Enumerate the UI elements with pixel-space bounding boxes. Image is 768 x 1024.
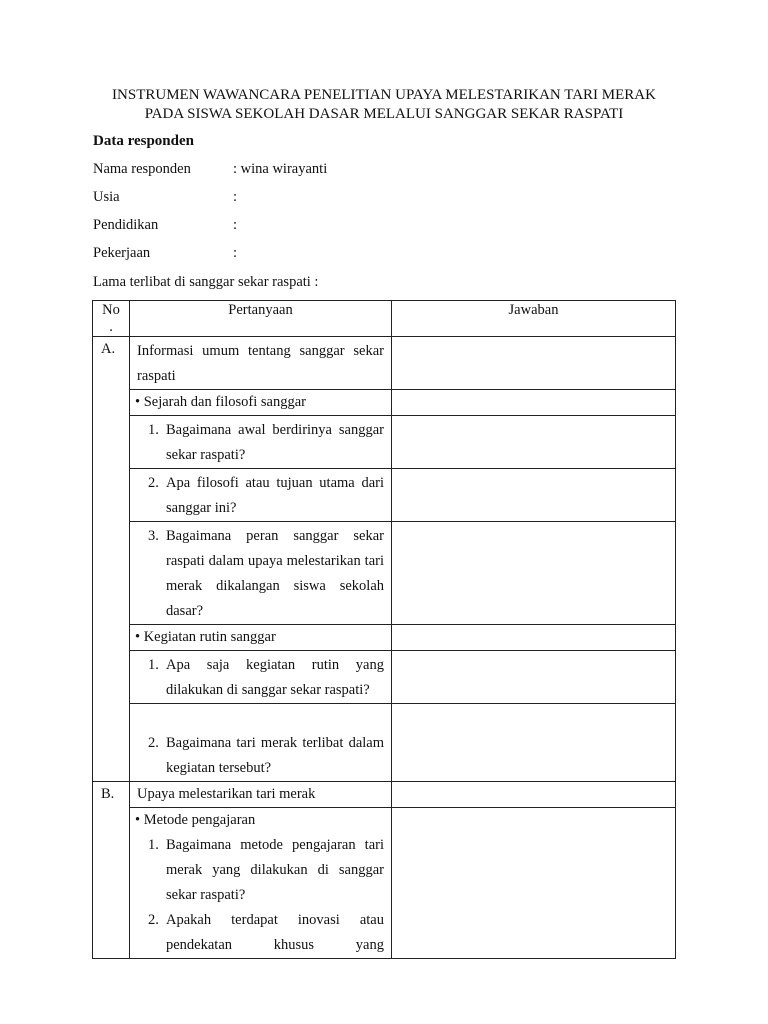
subheading-cell: [130, 390, 392, 416]
respondent-name-value: : wina wirayanti: [233, 161, 328, 177]
subheading-method: • Metode pengajaran: [135, 812, 256, 828]
subheading-activities: • Kegiatan rutin sanggar: [135, 629, 276, 645]
question-b1: Bagaimana metode pengajaran tari merak yang dilakukan di sanggar sekar raspati?: [166, 837, 384, 903]
question-b2: Apakah terdapat inovasi atau pendekatan khusus yang: [166, 912, 384, 953]
answer-cell[interactable]: [392, 782, 676, 808]
header-question: Pertanyaan: [130, 301, 392, 337]
respondent-job-row: [93, 243, 237, 263]
respondent-name-row: [93, 159, 327, 179]
question-a5: Bagaimana tari merak terlibat dalam kegiatan tersebut?: [166, 735, 384, 776]
table-row: [93, 704, 676, 782]
question-cell: 3. Bagaimana peran sanggar sekar raspati dalam upaya melestarikan tari merak dikalangan siswa sekolah dasar?: [130, 522, 392, 625]
header-no: No .: [93, 301, 130, 337]
respondent-education-label: Pendidikan: [93, 217, 159, 233]
answer-cell[interactable]: [392, 651, 676, 704]
table-row: [93, 782, 676, 808]
title-line-1: INSTRUMEN WAWANCARA PENELITIAN UPAYA MELESTARIKAN TARI MERAK: [112, 87, 656, 103]
table-row: [93, 469, 676, 522]
question-a1: Bagaimana awal berdirinya sanggar sekar raspati?: [166, 422, 384, 463]
table-row: [93, 808, 676, 959]
table-row: [93, 390, 676, 416]
respondent-name-label: Nama responden: [93, 161, 191, 177]
answer-cell[interactable]: [392, 469, 676, 522]
document-title: [60, 86, 708, 124]
respondent-job-value: :: [233, 245, 238, 261]
table-row: [93, 522, 676, 625]
answer-cell[interactable]: [392, 522, 676, 625]
question-a4: Apa saja kegiatan rutin yang dilakukan di sanggar sekar raspati?: [166, 657, 384, 698]
question-cell: • Metode pengajaran 1. Bagaimana metode pengajaran tari merak yang dilakukan di sanggar sekar raspati? 2. Apakah terdapat inovasi atau pendekatan khusus yang: [130, 808, 392, 959]
section-a-title: Informasi umum tentang sanggar sekar raspati: [137, 343, 384, 384]
section-heading: Data responden: [93, 133, 194, 149]
question-cell: 2. Apa filosofi atau tujuan utama dari sanggar ini?: [130, 469, 392, 522]
answer-cell[interactable]: [392, 416, 676, 469]
answer-cell[interactable]: [392, 337, 676, 390]
respondent-age-row: [93, 187, 237, 207]
subheading-cell: [130, 625, 392, 651]
table-row: [93, 651, 676, 704]
table-row: [93, 416, 676, 469]
title-line-2: PADA SISWA SEKOLAH DASAR MELALUI SANGGAR SEKAR RASPATI: [144, 106, 624, 122]
section-a-title-cell: [130, 337, 392, 390]
respondent-education-row: [93, 215, 237, 235]
respondent-job-label: Pekerjaan: [93, 245, 151, 261]
question-a3: Bagaimana peran sanggar sekar raspati dalam upaya melestarikan tari merak dikalangan siswa sekolah dasar?: [166, 528, 384, 619]
section-a-number: A.: [93, 337, 130, 782]
answer-cell[interactable]: [392, 625, 676, 651]
section-b-title-cell: [130, 782, 392, 808]
section-b-number: B.: [93, 782, 130, 959]
answer-cell[interactable]: [392, 704, 676, 782]
subheading-history: • Sejarah dan filosofi sanggar: [135, 394, 306, 410]
question-cell: 2. Bagaimana tari merak terlibat dalam kegiatan tersebut?: [130, 704, 392, 782]
interview-table: [92, 300, 676, 959]
respondent-age-label: Usia: [93, 189, 120, 205]
answer-cell[interactable]: [392, 808, 676, 959]
question-cell: 1. Apa saja kegiatan rutin yang dilakukan di sanggar sekar raspati?: [130, 651, 392, 704]
section-b-title: Upaya melestarikan tari merak: [137, 786, 316, 802]
answer-cell[interactable]: [392, 390, 676, 416]
respondent-age-value: :: [233, 189, 238, 205]
respondent-education-value: :: [233, 217, 238, 233]
respondent-duration-label: Lama terlibat di sanggar sekar raspati :: [93, 274, 319, 290]
question-cell: 1. Bagaimana awal berdirinya sanggar sekar raspati?: [130, 416, 392, 469]
table-header-row: [93, 301, 676, 337]
question-a2: Apa filosofi atau tujuan utama dari sanggar ini?: [166, 475, 384, 516]
table-row: [93, 625, 676, 651]
header-answer: Jawaban: [392, 301, 676, 337]
table-row: [93, 337, 676, 390]
